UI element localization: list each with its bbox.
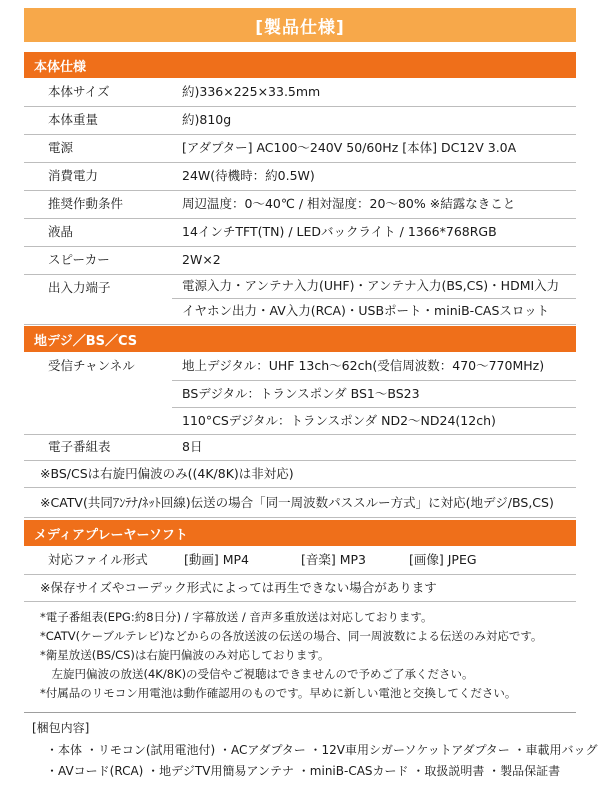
spec-value: BSデジタル：トランスポンダ BS1～BS23	[182, 386, 420, 401]
spec-value: [アダプター] AC100～240V 50/60Hz [本体] DC12V 3.0A	[182, 140, 517, 155]
section-header-body-label: 本体仕様	[34, 59, 87, 75]
spec-value: 約)336×225×33.5mm	[182, 84, 321, 99]
small-note: *電子番組表(EPG:約8日分) / 字幕放送 / 音声多重放送は対応しております。	[40, 610, 433, 624]
spec-label: 推奨作動条件	[48, 196, 124, 211]
spec-label: 電源	[48, 140, 74, 155]
spec-title: [製品仕様]	[255, 17, 345, 38]
spec-title-bar	[24, 8, 576, 42]
spec-row-lcd	[24, 218, 576, 247]
package-line: ・本体 ・リモコン(試用電池付) ・ACアダプター ・12V車用シガーソケットアダプター ・車載用バッグ	[46, 743, 598, 757]
spec-label: 液晶	[48, 224, 74, 239]
spec-row-weight	[24, 106, 576, 135]
spec-label: 対応ファイル形式	[48, 552, 148, 567]
spec-value: 2W×2	[182, 252, 221, 267]
spec-value: イヤホン出力・AV入力(RCA)・USBポート・miniB-CASスロット	[182, 303, 550, 318]
media-music: [音楽] MP3	[301, 552, 367, 567]
spec-row-size	[24, 78, 576, 107]
spec-label: 出入力端子	[48, 280, 111, 295]
spec-label: 受信チャンネル	[48, 358, 135, 373]
package-line: ・AVコード(RCA) ・地デジTV用簡易アンテナ ・miniB-CASカード ・取扱説明書 ・製品保証書	[46, 764, 561, 778]
section-header-tv-label: 地デジ／BS／CS	[34, 333, 138, 349]
spec-value: 24W(待機時：約0.5W)	[182, 168, 315, 183]
spec-value: 電源入力・アンテナ入力(UHF)・アンテナ入力(BS,CS)・HDMI入力	[182, 278, 560, 293]
spec-value: 110°CSデジタル：トランスポンダ ND2～ND24(12ch)	[182, 413, 496, 428]
spec-row-power	[24, 134, 576, 163]
media-image: [画像] JPEG	[409, 552, 477, 567]
package-contents	[24, 712, 598, 783]
spec-value: 14インチTFT(TN) / LEDバックライト / 1366*768RGB	[182, 224, 497, 239]
spec-value: 周辺温度：0～40℃ / 相対湿度：20～80% ※結露なきこと	[182, 196, 516, 211]
spec-row-channel	[24, 352, 576, 435]
package-title: [梱包内容]	[32, 721, 90, 735]
section-header-tv	[24, 326, 576, 352]
tv-note: ※CATV(共同ｱﾝﾃﾅ/ﾈｯﾄ回線)伝送の場合「同一周波数パススルー方式」に対応(地デジ/BS,CS)	[24, 488, 576, 518]
spec-label: 消費電力	[48, 168, 99, 183]
spec-value: 地上デジタル：UHF 13ch～62ch(受信周波数：470～770MHz)	[182, 358, 545, 373]
spec-row-consumption	[24, 162, 576, 191]
spec-row-conditions	[24, 190, 576, 219]
small-note: *衛星放送(BS/CS)は右旋円偏波のみ対応しております。	[40, 648, 330, 662]
tv-note: ※BS/CSは右旋円偏波のみ((4K/8K)は非対応)	[24, 460, 576, 488]
small-notes	[40, 608, 542, 703]
spec-label: スピーカー	[48, 252, 110, 267]
small-note: *CATV(ケーブルテレビ)などからの各放送波の伝送の場合、同一周波数による伝送のみ対応です。	[40, 629, 543, 643]
spec-label: 本体重量	[48, 112, 99, 127]
spec-label: 電子番組表	[48, 439, 111, 454]
spec-value: 8日	[182, 439, 203, 454]
spec-label: 本体サイズ	[48, 84, 110, 99]
spec-row-speaker	[24, 246, 576, 275]
section-header-media-label: メディアプレーヤーソフト	[34, 527, 188, 543]
spec-value: 約)810g	[182, 112, 232, 127]
spec-row-epg	[24, 434, 576, 461]
section-header-media	[24, 520, 576, 546]
spec-row-media	[24, 546, 576, 575]
media-note: ※保存サイズやコーデック形式によっては再生できない場合があります	[24, 574, 576, 602]
media-video: [動画] MP4	[184, 552, 250, 567]
spec-row-io	[24, 274, 576, 325]
small-note: *付属品のリモコン用電池は動作確認用のものです。早めに新しい電池と交換してください。	[40, 686, 517, 700]
small-note: 左旋円偏波の放送(4K/8K)の受信やご視聴はできませんので予めご了承ください。	[40, 667, 474, 681]
section-header-body	[24, 52, 576, 78]
